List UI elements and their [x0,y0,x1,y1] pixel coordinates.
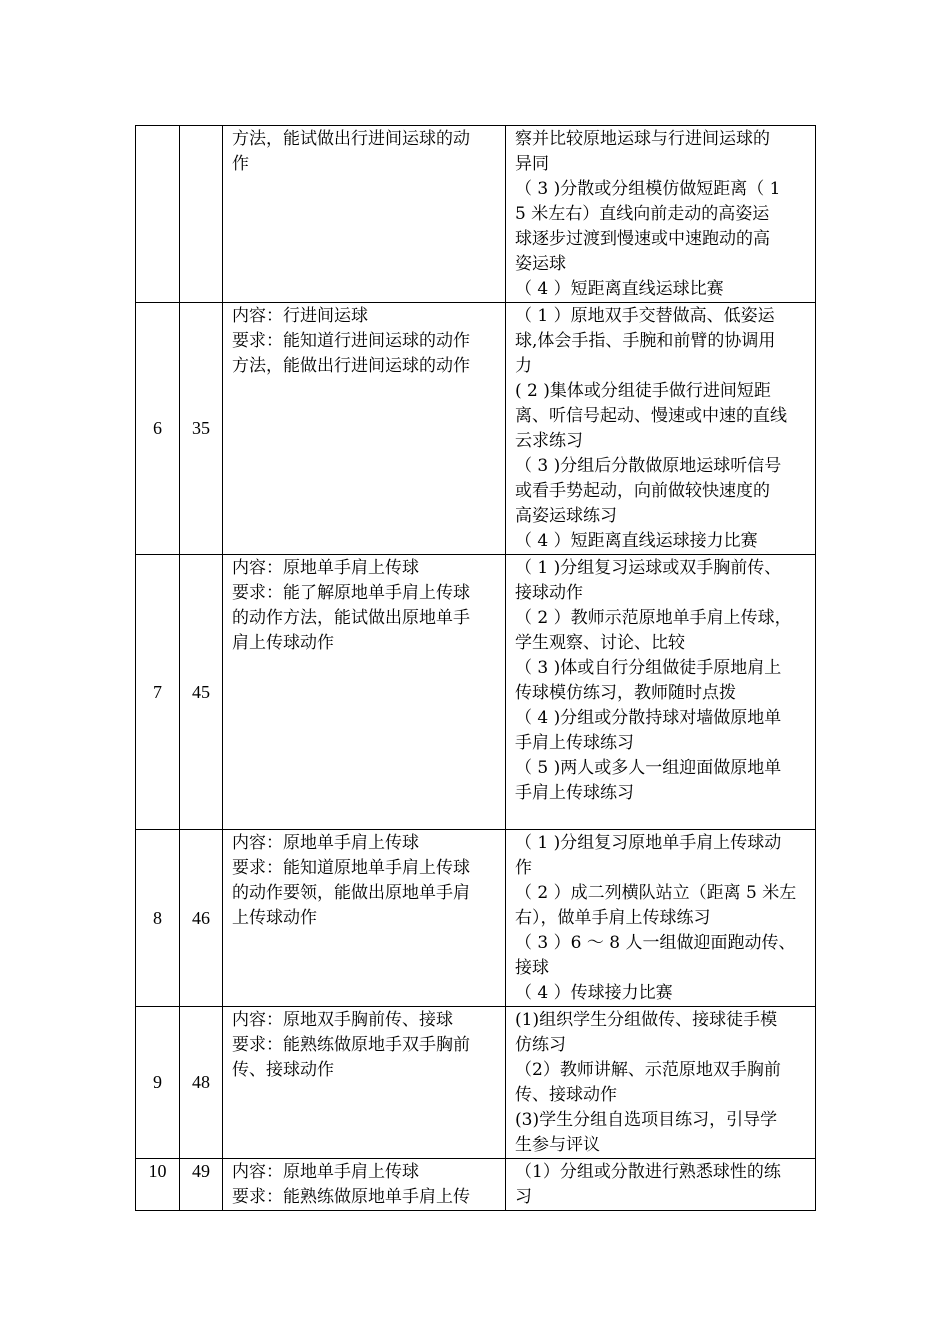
table-row [136,303,816,555]
content-line: 内容：原地单手肩上传球 [232,558,419,578]
step-line: （ 3 )分散或分组模仿做短距离（ 1 [515,179,781,199]
step-line: 手肩上传球练习 [515,733,634,753]
step-line: （ 4 ）短距离直线运球比赛 [515,279,724,299]
content-cell [223,303,506,555]
step-line: （1）分组或分散进行熟悉球性的练 [515,1162,781,1182]
step-line: 异同 [515,154,549,174]
content-line: 要求：能熟练做原地单手肩上传 [232,1187,470,1207]
step-line: （ 2 ）成二列横队站立（距离 5 米左 [515,883,797,903]
lesson-cell: 9 [136,1007,180,1159]
steps-cell [506,303,816,555]
step-line: 球,体会手指、手腕和前臂的协调用 [515,331,776,351]
step-line: （ 4 ）短距离直线运球接力比赛 [515,531,758,551]
step-line: （ 3 ）6 ～ 8 人一组做迎面跑动传、 [515,933,796,953]
step-line: 力 [515,356,532,376]
step-line: （ 3 )体或自行分组做徒手原地肩上 [515,658,782,678]
table-row [136,1007,816,1159]
step-line: 5 米左右）直线向前走动的高姿运 [515,204,770,224]
step-line: （ 2 ）教师示范原地单手肩上传球， [515,608,792,628]
step-line: 云求练习 [515,431,583,451]
content-line: 要求：能知道原地单手肩上传球 [232,858,470,878]
lesson-cell [136,126,180,303]
number-cell: 46 [180,830,223,1007]
step-line: 离、听信号起动、慢速或中速的直线 [515,406,787,426]
number-cell: 49 [180,1159,223,1211]
content-line: 的动作要领，能做出原地单手肩 [232,883,470,903]
content-line: 上传球动作 [232,908,317,928]
steps-cell [506,555,816,830]
number-cell: 45 [180,555,223,830]
content-line: 方法，能做出行进间运球的动作 [232,356,470,376]
content-line: 方法，能试做出行进间运球的动 [232,129,470,149]
content-line: 作 [232,154,249,174]
content-cell [223,1159,506,1211]
step-line: 姿运球 [515,254,566,274]
step-line: 接球动作 [515,583,583,603]
content-line: 内容：原地单手肩上传球 [232,1162,419,1182]
content-line: 要求：能了解原地单手肩上传球 [232,583,470,603]
lesson-cell: 10 [136,1159,180,1211]
step-line: 手肩上传球练习 [515,783,634,803]
content-line: 的动作方法，能试做出原地单手 [232,608,470,628]
step-line: (3)学生分组自选项目练习，引导学 [515,1110,778,1130]
content-cell [223,555,506,830]
content-line: 内容：行进间运球 [232,306,368,326]
lesson-cell: 8 [136,830,180,1007]
content-cell [223,830,506,1007]
number-cell: 48 [180,1007,223,1159]
step-line: 或看手势起动，向前做较快速度的 [515,481,770,501]
step-line: ( 2 )集体或分组徒手做行进间短距 [515,381,771,401]
step-line: 高姿运球练习 [515,506,617,526]
table-row [136,555,816,830]
step-line: 球逐步过渡到慢速或中速跑动的高 [515,229,770,249]
number-cell [180,126,223,303]
step-line: （ 4 )分组或分散持球对墙做原地单 [515,708,782,728]
content-cell [223,1007,506,1159]
steps-cell [506,126,816,303]
step-line: 习 [515,1187,532,1207]
step-line: 传、接球动作 [515,1085,617,1105]
step-line: 察并比较原地运球与行进间运球的 [515,129,770,149]
step-line: 学生观察、讨论、比较 [515,633,685,653]
step-line: 传球模仿练习，教师随时点拨 [515,683,736,703]
number-cell: 35 [180,303,223,555]
step-line: (1)组织学生分组做传、接球徒手模 [515,1010,778,1030]
content-cell [223,126,506,303]
content-line: 传、接球动作 [232,1060,334,1080]
steps-cell [506,830,816,1007]
content-line: 内容：原地双手胸前传、接球 [232,1010,453,1030]
table-row [136,126,816,303]
step-line: 仿练习 [515,1035,566,1055]
lesson-plan-table [135,125,816,1211]
content-line: 肩上传球动作 [232,633,334,653]
step-line: 作 [515,858,532,878]
step-line: （ 1 ）原地双手交替做高、低姿运 [515,306,775,326]
lesson-cell: 6 [136,303,180,555]
step-line: 接球 [515,958,549,978]
step-line: 生参与评议 [515,1135,600,1155]
step-line: （ 3 )分组后分散做原地运球听信号 [515,456,782,476]
content-line: 内容：原地单手肩上传球 [232,833,419,853]
table-row [136,1159,816,1211]
step-line: （ 1 )分组复习原地单手肩上传球动 [515,833,782,853]
step-line: （ 1 )分组复习运球或双手胸前传、 [515,558,782,578]
steps-cell [506,1159,816,1211]
table-row [136,830,816,1007]
content-line: 要求：能熟练做原地手双手胸前 [232,1035,470,1055]
lesson-cell: 7 [136,555,180,830]
steps-cell [506,1007,816,1159]
step-line: （ 5 )两人或多人一组迎面做原地单 [515,758,782,778]
step-line: （ 4 ）传球接力比赛 [515,983,673,1003]
content-line: 要求：能知道行进间运球的动作 [232,331,470,351]
step-line: （2）教师讲解、示范原地双手胸前 [515,1060,781,1080]
step-line: 右），做单手肩上传球练习 [515,908,711,928]
